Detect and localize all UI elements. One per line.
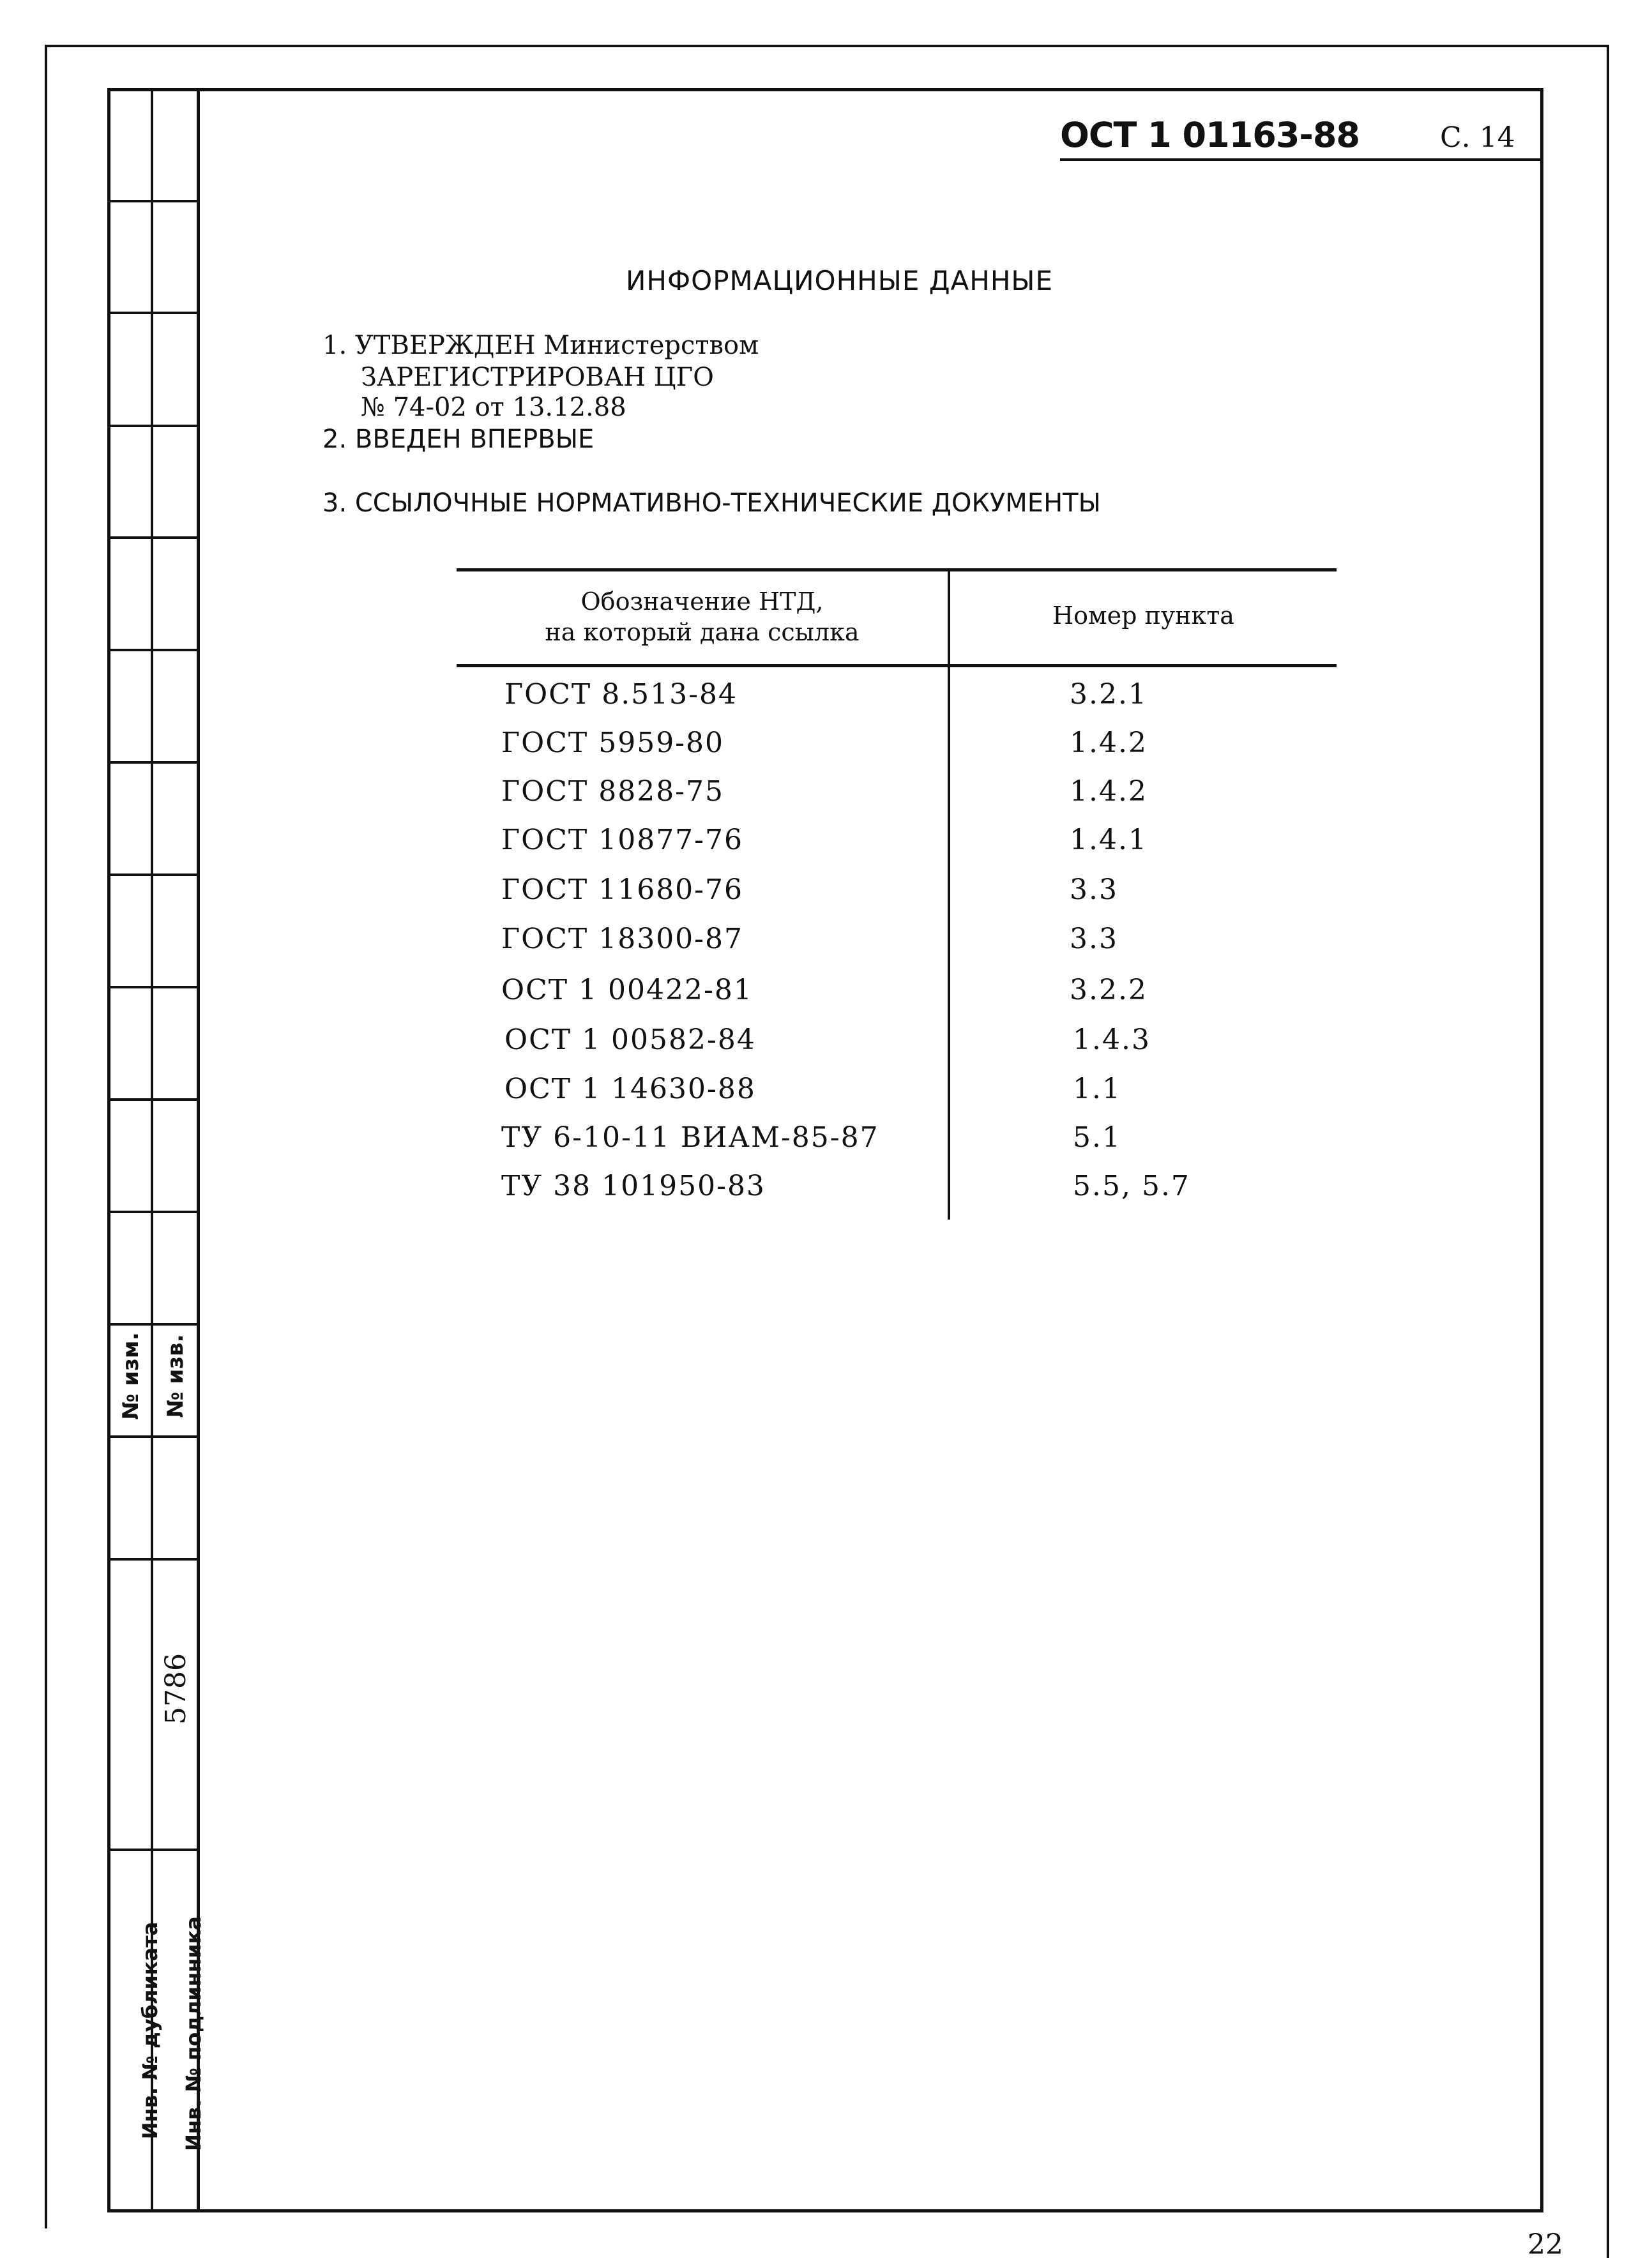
margin-grid-line <box>107 536 200 539</box>
dup-inv-label: Инв. № дубликата <box>138 1921 162 2140</box>
inner-frame-top <box>107 88 1543 91</box>
outer-frame-right <box>1607 45 1609 2258</box>
item-1-line-1: 1. УТВЕРЖДЕН Министерством <box>322 331 759 360</box>
orig-inv-label: Инв. № подлинника <box>181 1916 206 2151</box>
table-row-clause: 3.2.1 <box>1070 678 1148 711</box>
document-designation: ОСТ 1 01163-88 <box>1060 115 1360 155</box>
inner-frame-right <box>1540 88 1543 2212</box>
inner-frame-bottom <box>107 2209 1543 2212</box>
table-row-doc: ОСТ 1 00582-84 <box>504 1024 756 1056</box>
table-row-clause: 1.4.1 <box>1070 824 1148 856</box>
item-2: 2. ВВЕДЕН ВПЕРВЫЕ <box>322 425 595 454</box>
margin-grid-line <box>107 1323 200 1326</box>
margin-grid-line <box>107 873 200 876</box>
table-col1-header-line1: Обозначение НТД, <box>580 587 824 616</box>
table-row-doc: ОСТ 1 00422-81 <box>501 974 753 1006</box>
outer-frame-left <box>45 45 47 2228</box>
section-title: ИНФОРМАЦИОННЫЕ ДАННЫЕ <box>626 265 1054 296</box>
table-row-doc: ГОСТ 8828-75 <box>501 775 725 808</box>
margin-grid-line <box>107 425 200 427</box>
table-row-clause: 3.2.2 <box>1070 974 1148 1006</box>
table-row-doc: ГОСТ 11680-76 <box>501 873 744 906</box>
table-row-clause: 5.1 <box>1073 1121 1121 1154</box>
sheet-number: 22 <box>1527 2228 1563 2261</box>
margin-grid-line <box>107 312 200 314</box>
margin-grid-line <box>107 1098 200 1101</box>
margin-grid-line <box>107 986 200 988</box>
table-row-clause: 1.1 <box>1073 1073 1121 1105</box>
table-row-doc: ТУ 6-10-11 ВИАМ-85-87 <box>501 1121 879 1154</box>
table-row-doc: ТУ 38 101950-83 <box>501 1170 766 1202</box>
margin-grid-line <box>107 200 200 202</box>
table-col-divider <box>948 568 950 1220</box>
margin-grid-line <box>107 649 200 651</box>
table-row-doc: ОСТ 1 14630-88 <box>504 1073 756 1105</box>
table-row-doc: ГОСТ 18300-87 <box>501 923 744 955</box>
page-number: С. 14 <box>1440 121 1515 154</box>
table-top-rule <box>457 568 1337 571</box>
table-row-doc: ГОСТ 5959-80 <box>501 727 725 759</box>
margin-grid-line <box>107 1558 200 1561</box>
table-row-doc: ГОСТ 10877-76 <box>501 824 744 856</box>
inv-number: 5786 <box>160 1653 192 1725</box>
margin-izm-label: № изм. <box>118 1332 144 1420</box>
table-row-clause: 1.4.2 <box>1070 775 1148 808</box>
table-col1-header-line2: на который дана ссылка <box>545 618 860 646</box>
table-header-rule <box>457 664 1337 667</box>
table-row-clause: 5.5, 5.7 <box>1073 1170 1190 1202</box>
table-row-clause: 1.4.3 <box>1073 1024 1151 1056</box>
margin-grid-line <box>107 1435 200 1438</box>
margin-grid-line <box>107 1849 200 1851</box>
table-col2-header: Номер пункта <box>1052 601 1234 630</box>
table-row-clause: 3.3 <box>1070 923 1118 955</box>
margin-grid-line <box>107 761 200 764</box>
item-1-line-3: № 74-02 от 13.12.88 <box>361 393 626 422</box>
inner-frame-left <box>107 88 110 2212</box>
outer-frame-top <box>45 45 1609 47</box>
margin-grid-line <box>107 1211 200 1213</box>
table-row-clause: 1.4.2 <box>1070 727 1148 759</box>
margin-col-right <box>197 88 200 2212</box>
table-row-doc: ГОСТ 8.513-84 <box>504 678 738 711</box>
header-underline <box>1060 158 1542 161</box>
margin-col-divider <box>151 88 153 2212</box>
item-1-line-2: ЗАРЕГИСТРИРОВАН ЦГО <box>361 363 714 392</box>
item-3: 3. ССЫЛОЧНЫЕ НОРМАТИВНО-ТЕХНИЧЕСКИЕ ДОКУМЕНТЫ <box>322 488 1101 518</box>
margin-izv-label: № изв. <box>163 1334 188 1418</box>
table-row-clause: 3.3 <box>1070 873 1118 906</box>
